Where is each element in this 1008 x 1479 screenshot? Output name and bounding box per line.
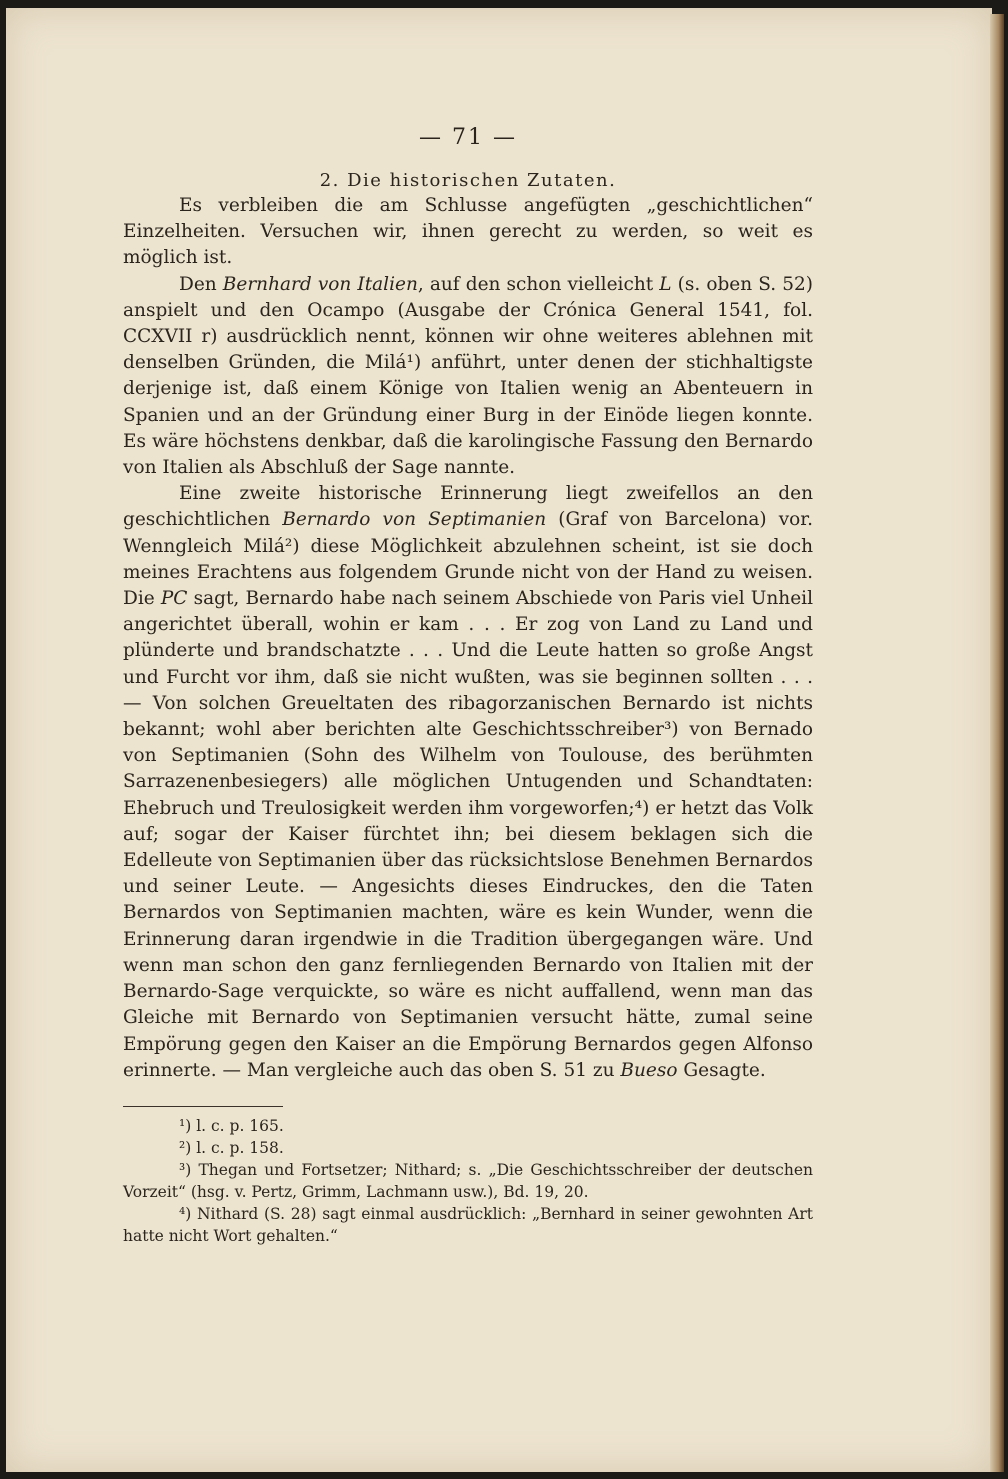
footnote-3: ³) Thegan und Fortsetzer; Nithard; s. „Die Geschichtsschreiber der deutschen Vorzeit“ (hsg. v. Pertz, Grimm, Lachmann usw.), Bd. 19, 20. — [123, 1160, 813, 1201]
text-run: , auf den schon vielleicht — [417, 273, 660, 295]
footnote-divider — [123, 1106, 283, 1107]
italic-phrase: Bernardo von Septimanien — [282, 509, 547, 531]
paragraph-3 — [123, 481, 813, 1084]
italic-phrase: L — [659, 273, 672, 295]
italic-phrase: PC — [160, 588, 188, 610]
text-run: Eine zweite historische Erinnerung liegt zweifellos an den geschichtlichen — [123, 483, 813, 531]
italic-phrase: Bueso — [620, 1059, 678, 1081]
text-run: (Graf von Barcelona) vor. Wenngleich Milá²) diese Möglichkeit abzulehnen scheint, ist sie doch meines Erachtens aus folgendem Grunde nicht von der Hand zu weisen. Die — [123, 509, 813, 610]
text-run: sagt, Bernardo habe nach seinem Abschiede von Paris viel Unheil angerichtet überall, wohin er kam . . . Er zog von Land zu Land und plünderte und brandschatzte . . . Und die Leute hatten so große Angst und Furcht vor ihm, daß sie nicht wußten, was sie beginnen sollten . . . — Von solchen Greueltaten des ribagorzanischen Bernardo ist nichts bekannt; wohl aber berichten alte Geschichtsschreiber³) von Bernado von Septimanien (Sohn des Wilhelm von Toulouse, des berühmten Sarrazenenbesiegers) alle möglichen Untugenden und Schandtaten: Ehebruch und Treulosigkeit werden ihm vorgeworfen;⁴) er hetzt das Volk auf; sogar der Kaiser fürchtet ihn; bei diesem beklagen sich die Edelleute von Septimanien über das rücksichtslose Benehmen Bernardos und seiner Leute. — Angesichts dieses Eindruckes, den die Taten Bernardos von Septimanien machten, wäre es kein Wunder, wenn die Erinnerung daran irgendwie in die Tradition übergegangen wäre. Und wenn man schon den ganz fernliegenden Bernardo von Italien mit der Bernardo-Sage verquickte, so wäre es nicht auffallend, wenn man das Gleiche mit Bernardo von Septimanien versucht hätte, zumal seine Empörung gegen den Kaiser an die Empörung Bernardos gegen Alfonso erinnerte. — Man vergleiche auch das oben S. 51 zu — [123, 588, 813, 1081]
page-edge — [990, 14, 1004, 1472]
text-run: Es verbleiben die am Schlusse angefügten „geschichtlichen“ Einzelheiten. Versuchen wir, ihnen gerecht zu werden, so weit es möglich ist. — [123, 195, 813, 269]
footnotes — [123, 1115, 813, 1247]
paragraph-2 — [123, 272, 813, 482]
section-heading: 2. Die historischen Zutaten. — [319, 170, 617, 191]
footnote-2: ²) l. c. p. 158. — [179, 1138, 284, 1157]
text-run: Den — [179, 273, 223, 295]
page-number: — 71 — — [419, 125, 517, 150]
text-run: (s. oben S. 52) anspielt und den Ocampo (Ausgabe der Crónica General 1541, fol. CCXVII r) ausdrücklich nennt, können wir ohne weiteres ablehnen mit denselben Gründen, die Milá¹) anführt, unter denen der stichhaltigste derjenige ist, daß einem Könige von Italien wenig an Abenteuern in Spanien und an der Gründung einer Burg in der Einöde liegen konnte. Es wäre höchstens denkbar, daß die karolingische Fassung den Bernardo von Italien als Abschluß der Sage nannte. — [123, 273, 814, 479]
page-content — [123, 125, 813, 1247]
paragraph-1 — [123, 193, 813, 272]
italic-phrase: Bernhard von Italien — [222, 273, 418, 295]
body-text — [123, 193, 813, 1084]
footnote-4: ⁴) Nithard (S. 28) sagt einmal ausdrücklich: „Bernhard in seiner gewohnten Art hatte nicht Wort gehalten.“ — [123, 1204, 813, 1245]
text-run: Gesagte. — [677, 1059, 766, 1081]
footnote-1: ¹) l. c. p. 165. — [179, 1116, 284, 1135]
